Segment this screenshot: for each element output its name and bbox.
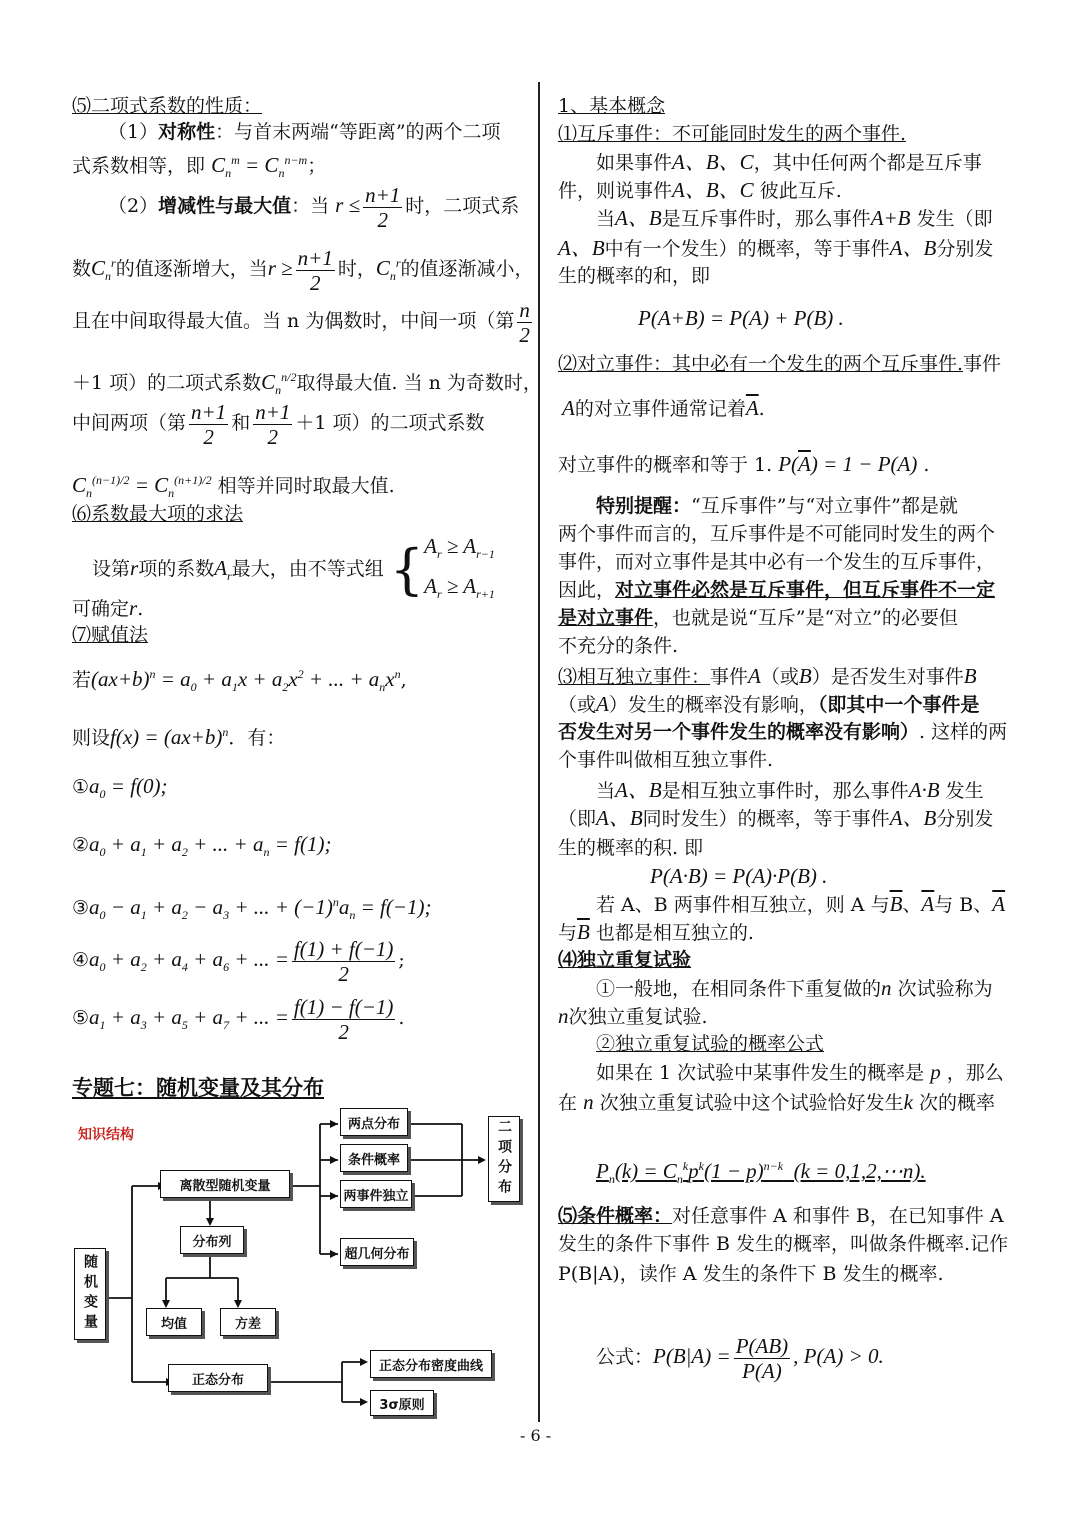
assignment-3: $③a_0 - a_1 + a_2 - a_3$ + ... + $(-1)^na_n = f(-1)$; (72, 895, 432, 923)
odd-case-formula: $C_n^{(n-1)/2} = C_n^{(n+1)/2}$ 相等并同时取最大值. (72, 473, 395, 501)
page-number: - 6 - (520, 1426, 552, 1445)
section-5-heading: ⑸二项式系数的性质： (72, 95, 263, 117)
conditional-formula: 公式：P(B|A) = $\frac{P(AB)}{P(A)}$ , P(A) > 0. (596, 1333, 884, 1383)
symmetry-formula-line: 式系数相等，即 $C_n^m = C_n^{n-m}$； (72, 153, 327, 181)
symmetry-line: （1）对称性：与首末两端“等距离”的两个二项 (108, 121, 501, 143)
assignment-4: $④a_0 + a_2 + a_4 + a_6$ + ... = $\frac{f(1) + f(-1)}{2}$ ; (72, 936, 405, 986)
conditional-line-2: 发生的条件下事件 B 发生的概率，叫做条件概率.记作 (558, 1233, 1009, 1255)
repeated-trials-heading: ⑷独立重复试验 (558, 949, 692, 971)
let-f-line: 则设$f(x) = (ax+b)^n$．有： (72, 725, 286, 749)
diagram-node-variance: 方差 (220, 1308, 276, 1336)
complementary-sum-line: 对立事件的概率和等于 1. $P(\overline{A}) = 1 - P(A)$ . (558, 452, 930, 476)
conditional-line-1: ⑸条件概率：对任意事件 A 和事件 B，在已知事件 A (558, 1205, 1004, 1227)
repeated-line-1: ①一般地，在相同条件下重复做的n 次试验称为 (596, 976, 993, 1000)
independent-line-1: ⑶相互独立事件：事件A（或B）是否发生对事件B (558, 664, 977, 688)
independent-line-4: 个事件叫做相互独立事件. (558, 749, 774, 771)
even-case-line: 且在中间取得最大值。当 n 为偶数时，中间一项（第 $\frac{n}{2}$ (72, 297, 530, 347)
section-6-heading: ⑹系数最大项的求法 (72, 503, 244, 525)
mutually-exclusive-heading: ⑴互斥事件：不可能同时发生的两个事件. (558, 123, 907, 145)
knowledge-structure-label: 知识结构 (78, 1127, 134, 1143)
monotonic-line: （2）增减性与最大值：当 r ≤ $\frac{n+1}{2}$ 时，二项式系 (108, 182, 520, 232)
monotonic-line-2: 数$C_n^r$的值逐渐增大，当r ≥ $\frac{n+1}{2}$ 时，$C_n^r$的值逐渐减小， (72, 245, 534, 295)
diagram-node-normal: 正态分布 (168, 1364, 268, 1392)
section-7-heading: ⑺赋值法 (72, 624, 149, 646)
diagram-connectors (0, 0, 540, 1430)
diagram-node-binomial: 二项分布 (488, 1116, 520, 1202)
diagram-node-distribution-list: 分布列 (180, 1226, 244, 1254)
tip-line-2: 两个事件而言的，互斥事件是不可能同时发生的两个 (558, 523, 996, 545)
complementary-heading-line: ⑵对立事件：其中必有一个发生的两个互斥事件.事件 (558, 353, 1002, 375)
diagram-node-normal-curve: 正态分布密度曲线 (370, 1350, 492, 1378)
independent-line-3: 否发生对另一个事件发生的概率没有影响）. 这样的两 (558, 721, 1008, 743)
repeated-formula-heading: ②独立重复试验的概率公式 (596, 1033, 825, 1055)
independent-line-9: 与$\overline{B}$ 也都是相互独立的. (558, 920, 754, 944)
max-coef-line: 设第r项的系数$A_r$最大，由不等式组 { $A_r \ge A_{r-1}$ $A_r \ge A_{r+1}$ (92, 534, 495, 602)
diagram-node-conditional: 条件概率 (340, 1144, 408, 1172)
multiplication-formula: P(A·B) = P(A)·P(B) . (650, 864, 828, 888)
basic-concepts-heading: 1、基本概念 (558, 95, 666, 117)
tip-line-4: 因此，对立事件必然是互斥事件，但互斥事件不一定 (558, 579, 996, 601)
diagram-node-discrete: 离散型随机变量 (160, 1170, 290, 1198)
diagram-node-hypergeometric: 超几何分布 (340, 1238, 414, 1266)
diagram-node-mean: 均值 (146, 1308, 202, 1336)
assignment-1: $①a_0 = f(0)$; (72, 774, 168, 802)
repeated-line-3: 如果在 1 次试验中某事件发生的概率是 p ，那么 (596, 1060, 1004, 1084)
even-case-line-2: ＋1 项）的二项式系数$C_n^{n/2}$取得最大值. 当 n 为奇数时， (72, 370, 542, 398)
assignment-5: $⑤a_1 + a_3 + a_5 + a_7$ + ... = $\frac{f(1) - f(-1)}{2}$ . (72, 994, 405, 1044)
independent-line-7: 生的概率的积. 即 (558, 837, 704, 859)
exclusive-line-3: 当A、B是互斥事件时，那么事件A+B 发生（即 (596, 206, 993, 230)
topic-title: 专题七：随机变量及其分布 (72, 1076, 324, 1100)
conditional-line-3: P(B|A)，读作 A 发生的条件下 B 发生的概率. (558, 1263, 944, 1285)
diagram-node-two-point: 两点分布 (340, 1108, 408, 1136)
assignment-2: $②a_0 + a_1 + a_2$ + ... + $a_n = f(1)$; (72, 832, 332, 860)
exclusive-line-1: 如果事件A、B、C，其中任何两个都是互斥事 (596, 150, 982, 174)
odd-case-line: 中间两项（第 $\frac{n+1}{2}$ 和 $\frac{n+1}{2}$ ＋1 项）的二项式系数 (72, 399, 485, 449)
diagram-node-independent: 两事件独立 (340, 1180, 412, 1208)
diagram-node-three-sigma: 3σ原则 (370, 1390, 434, 1416)
exclusive-line-4: A、B中有一个发生）的概率，等于事件A、B分别发 (558, 236, 994, 260)
tip-line-3: 事件，而对立事件是其中必有一个发生的互斥事件， (558, 551, 996, 573)
independent-line-2: （或A）发生的概率没有影响，（即其中一个事件是 (558, 692, 980, 716)
tip-line-6: 不充分的条件. (558, 635, 679, 657)
independent-line-6: （即A、B同时发生）的概率，等于事件A、B分别发 (558, 806, 994, 830)
tip-line-5: 是对立事件，也就是说“互斥”是“对立”的必要但 (558, 607, 958, 629)
independent-line-8: 若 A、B 两事件相互独立，则 A 与$\overline{B}$、$\overline{A}$与 B、$\overline{A}$ (596, 892, 1006, 916)
independent-line-5: 当A、B是相互独立事件时，那么事件A·B 发生 (596, 778, 984, 802)
complementary-notation-line: A的对立事件通常记着$\overline{A}$. (562, 396, 765, 420)
addition-formula: P(A+B) = P(A) + P(B) . (638, 306, 844, 330)
repeated-line-4: 在 n 次独立重复试验中这个试验恰好发生k 次的概率 (558, 1090, 996, 1114)
repeated-line-2: n次独立重复试验. (558, 1004, 708, 1028)
max-coef-conclusion: 可确定r. (72, 596, 144, 620)
binomial-probability-formula: $P_n(k) = C_n^kp^k(1 - p)^{n-k}$ (k = 0,1,2,⋯n). (596, 1159, 926, 1187)
tip-line-1: 特别提醒：“互斥事件”与“对立事件”都是就 (596, 495, 958, 517)
exclusive-line-2: 件，则说事件A、B、C 彼此互斥. (558, 178, 842, 202)
exclusive-line-5: 生的概率的和，即 (558, 265, 711, 287)
diagram-node-random-variable: 随机变量 (74, 1248, 106, 1340)
expansion-line: 若$(ax+b)^n = a_0 + a_1x + a_2x^2$ + ... + $a_nx^n$, (72, 667, 407, 695)
